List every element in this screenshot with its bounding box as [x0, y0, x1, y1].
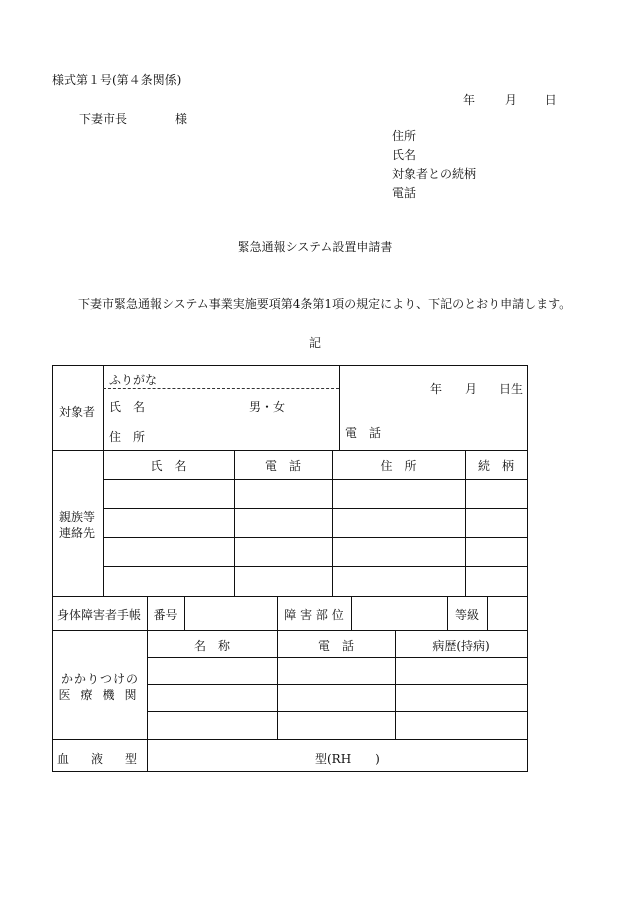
disability-part-label: 障 害 部 位 [284, 608, 344, 622]
clinic-header-phone: 電 話 [317, 639, 354, 653]
addressee [79, 110, 187, 127]
gender-label: 男・女 [249, 400, 286, 414]
addressee-honorific: 様 [175, 112, 188, 126]
relatives-header-name: 氏 名 [150, 459, 187, 473]
addressee-name: 下妻市長 [79, 112, 128, 126]
date-line [463, 91, 557, 108]
clinic-header-name: 名 称 [193, 639, 230, 653]
applicant-address-label: 住所 [392, 129, 417, 143]
applicant-relation-label: 対象者との続柄 [392, 167, 477, 181]
applicant-block [392, 127, 476, 203]
blood-type-value: 型(RH ) [315, 752, 380, 766]
relatives-header-address: 住 所 [380, 459, 417, 473]
furigana-label: ふりがな [109, 373, 158, 387]
relatives-label-2: 連絡先 [59, 526, 96, 540]
date-year: 年 [463, 93, 476, 107]
subject-address-label: 住 所 [109, 430, 146, 444]
relatives-header-phone: 電 話 [264, 459, 301, 473]
form-number: 様式第１号(第４条関係) [52, 73, 182, 87]
relatives-header-relation: 続 柄 [477, 459, 514, 473]
subject-name-label: 氏 名 [109, 400, 146, 414]
birth-month-label: 月 [465, 382, 478, 396]
birth-year-label: 年 [430, 382, 443, 396]
document-title: 緊急通報システム設置申請書 [237, 240, 393, 254]
body-text: 下妻市緊急通報システム事業実施要項第4条第1項の規定により、下記のとおり申請します。 [78, 297, 572, 311]
disability-handbook-label: 身体障害者手帳 [57, 608, 142, 622]
applicant-phone-label: 電話 [392, 186, 417, 200]
blood-type-label: 血液型 [57, 752, 160, 766]
disability-grade-label: 等級 [454, 608, 479, 622]
date-month: 月 [504, 93, 517, 107]
date-day: 日 [544, 93, 557, 107]
subject-label: 対象者 [59, 405, 96, 419]
disability-number-label: 番号 [153, 608, 178, 622]
clinic-header-history: 病歴(持病) [432, 639, 490, 653]
clinic-label-2: 医療機関 [58, 688, 147, 702]
applicant-name-label: 氏名 [392, 148, 417, 162]
application-form-table [52, 365, 528, 772]
clinic-label-1: かかりつけの [60, 672, 139, 686]
ki-heading: 記 [308, 336, 321, 350]
subject-phone-label: 電 話 [345, 426, 382, 440]
birth-day-label: 日生 [499, 382, 524, 396]
relatives-label-1: 親族等 [59, 510, 96, 524]
